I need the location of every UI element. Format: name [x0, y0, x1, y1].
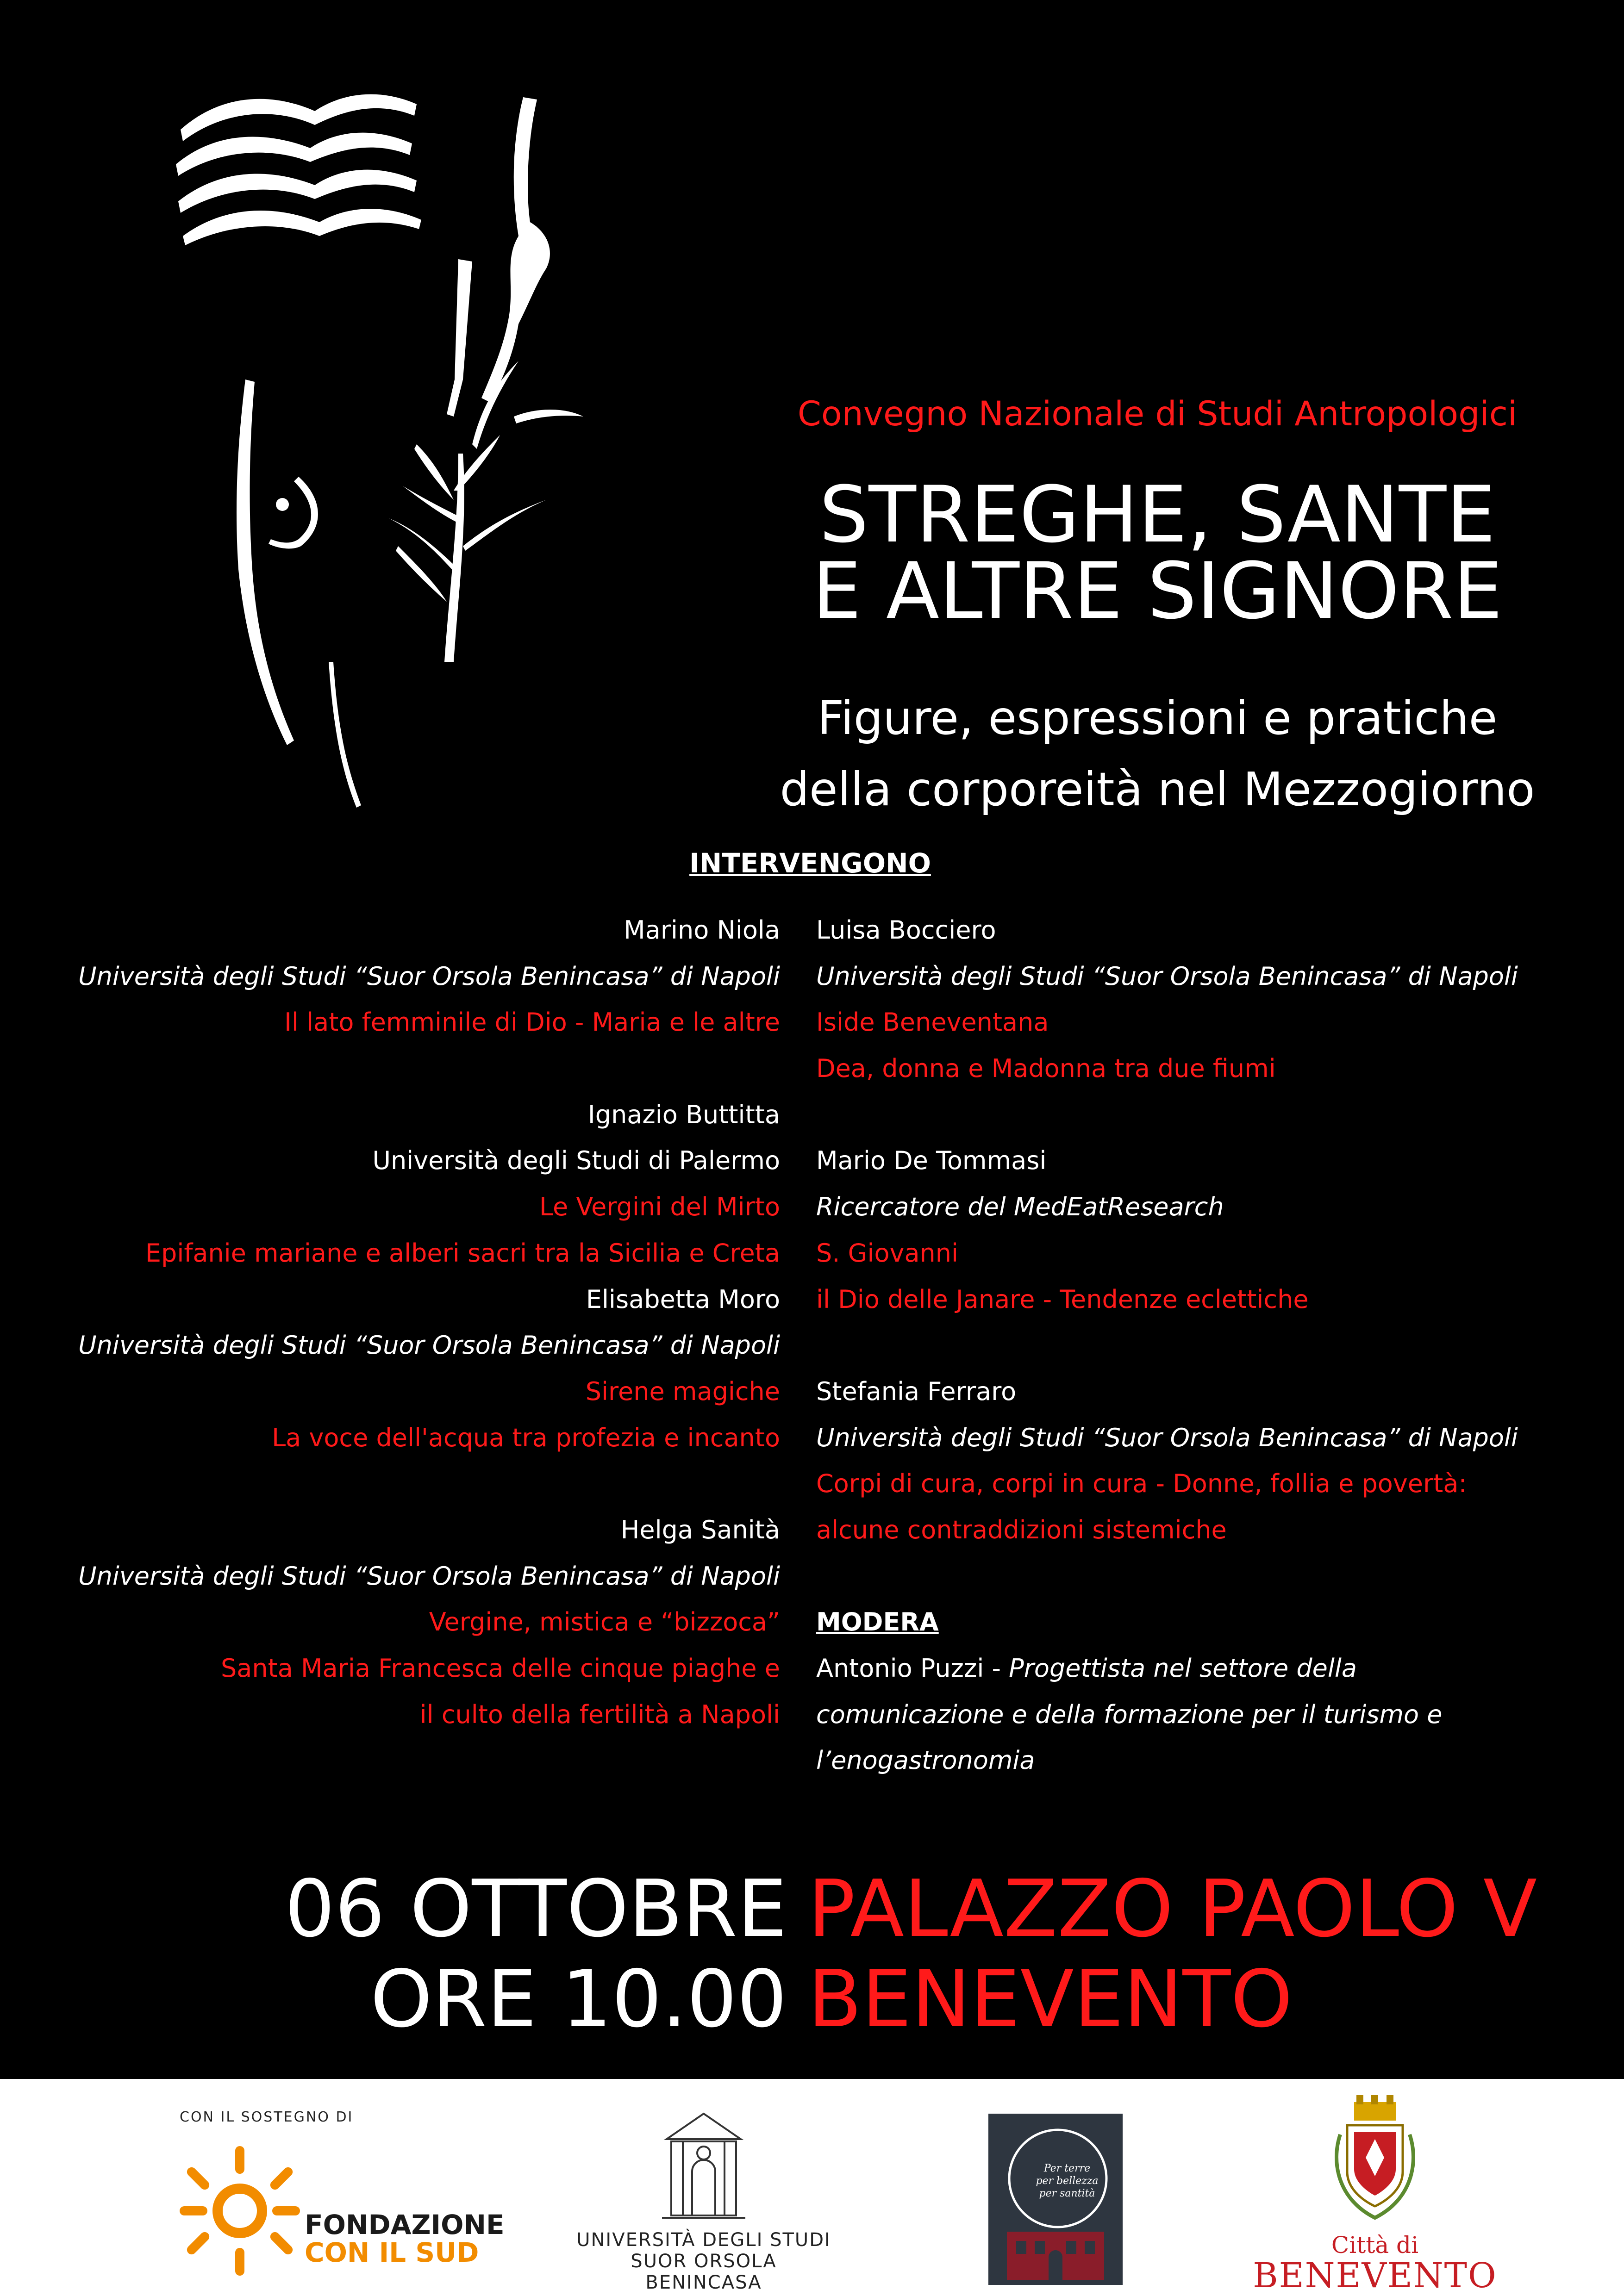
speaker-name: Ignazio Buttitta: [587, 1100, 780, 1129]
speakers-left-column: [74, 907, 780, 1737]
sponsor-footer: [0, 2079, 1624, 2296]
fondazione-name: FONDAZIONE CON IL SUD: [305, 2209, 505, 2268]
per-terre-logo: [988, 2114, 1123, 2285]
support-label: CON IL SOSTEGNO DI: [180, 2109, 354, 2125]
citta-di-benevento-logo: [1213, 2093, 1537, 2296]
speaker-affiliation: Università degli Studi “Suor Orsola Benincasa” di Napoli: [816, 961, 1518, 991]
main-title-line2: E ALTRE SIGNORE: [812, 546, 1503, 636]
talk-subtitle: Dea, donna e Madonna tra due fiumi: [816, 1054, 1276, 1083]
main-title: [694, 469, 1620, 636]
speaker-affiliation: Università degli Studi “Suor Orsola Benincasa” di Napoli: [78, 1331, 780, 1360]
building-facade-icon: [657, 2107, 750, 2222]
talk-subtitle: Santa Maria Francesca delle cinque piaghe e: [221, 1654, 780, 1683]
speakers-heading: INTERVENGONO: [689, 847, 931, 879]
speaker-affiliation: Università degli Studi di Palermo: [372, 1146, 780, 1176]
speaker-name: Stefania Ferraro: [816, 1376, 1017, 1406]
fondazione-con-il-sud-logo: [180, 2132, 504, 2280]
per-terre-motto: Per terre per bellezza per santità: [1036, 2163, 1099, 2199]
talk-subtitle: Epifanie mariane e alberi sacri tra la Sicilia e Creta: [145, 1238, 780, 1268]
moderator-line1: [816, 1645, 1580, 1692]
moderator-role: Progettista nel settore della: [1009, 1654, 1357, 1683]
event-venue: PALAZZO PAOLO V: [808, 1863, 1537, 1955]
talk-title: Le Vergini del Mirto: [539, 1192, 780, 1222]
event-city: BENEVENTO: [808, 1954, 1293, 2045]
speakers-right-column: [816, 907, 1580, 1784]
spacer: [74, 1461, 780, 1507]
coat-of-arms-icon: [1329, 2093, 1421, 2227]
subtitle-line2: della corporeità nel Mezzogiorno: [780, 762, 1535, 816]
talk-subtitle: il Dio delle Janare - Tendenze eclettiche: [816, 1284, 1309, 1314]
moderator-role-line2: comunicazione e della formazione per il turismo e: [816, 1699, 1443, 1729]
talk-title: Vergine, mistica e “bizzoca”: [429, 1607, 780, 1637]
talk-title: Corpi di cura, corpi in cura - Donne, follia e povertà:: [816, 1469, 1467, 1499]
talk-title: S. Giovanni: [816, 1238, 958, 1268]
wave-lines: [176, 94, 421, 245]
speaker-name: Luisa Bocciero: [816, 915, 996, 945]
moderator-name: Antonio Puzzi: [816, 1654, 984, 1683]
body-silhouette: [237, 380, 361, 808]
talk-subtitle: La voce dell'acqua tra profezia e incanto: [272, 1423, 780, 1452]
event-date: 06 OTTOBRE: [285, 1863, 787, 1955]
moderator-heading: MODERA: [816, 1607, 939, 1637]
universita-suor-orsola-logo: [556, 2107, 852, 2292]
sun-icon: [180, 2132, 300, 2280]
speaker-affiliation: Università degli Studi “Suor Orsola Benincasa” di Napoli: [78, 961, 780, 991]
spacer: [816, 1092, 1580, 1138]
moderator-role-line3: l’enogastronomia: [816, 1746, 1035, 1775]
talk-title: Iside Beneventana: [816, 1008, 1049, 1037]
talk-title: Il lato femminile di Dio - Maria e le altre: [284, 1008, 780, 1037]
face-profile: [447, 97, 550, 417]
branch-leaves: [389, 361, 583, 662]
subtitle: [694, 683, 1620, 825]
subtitle-line1: Figure, espressioni e pratiche: [817, 691, 1498, 745]
moderator-separator: -: [984, 1654, 1009, 1683]
spacer: [74, 1045, 780, 1092]
speaker-name: Mario De Tommasi: [816, 1146, 1047, 1176]
speaker-affiliation: Università degli Studi “Suor Orsola Benincasa” di Napoli: [78, 1561, 780, 1591]
city-name: BENEVENTO: [1253, 2256, 1497, 2296]
speaker-name: Marino Niola: [624, 915, 780, 945]
main-title-line1: STREGHE, SANTE: [819, 469, 1496, 560]
speaker-name: Elisabetta Moro: [586, 1284, 780, 1314]
spacer: [816, 1553, 1580, 1599]
talk-title: Sirene magiche: [585, 1376, 780, 1406]
talk-subtitle: alcune contraddizioni sistemiche: [816, 1515, 1227, 1544]
speaker-affiliation: Ricercatore del MedEatResearch: [816, 1192, 1224, 1222]
speaker-affiliation: Università degli Studi “Suor Orsola Benincasa” di Napoli: [816, 1423, 1518, 1452]
citta-label: Città di: [1331, 2232, 1419, 2259]
conference-type: Convegno Nazionale di Studi Antropologici: [797, 394, 1518, 434]
talk-subtitle: il culto della fertilità a Napoli: [419, 1699, 780, 1729]
speaker-name: Helga Sanità: [620, 1515, 780, 1544]
spacer: [816, 1322, 1580, 1369]
universita-name: UNIVERSITÀ DEGLI STUDI SUOR ORSOLA BENINCASA: [576, 2229, 831, 2293]
event-time: ORE 10.00: [370, 1954, 787, 2045]
